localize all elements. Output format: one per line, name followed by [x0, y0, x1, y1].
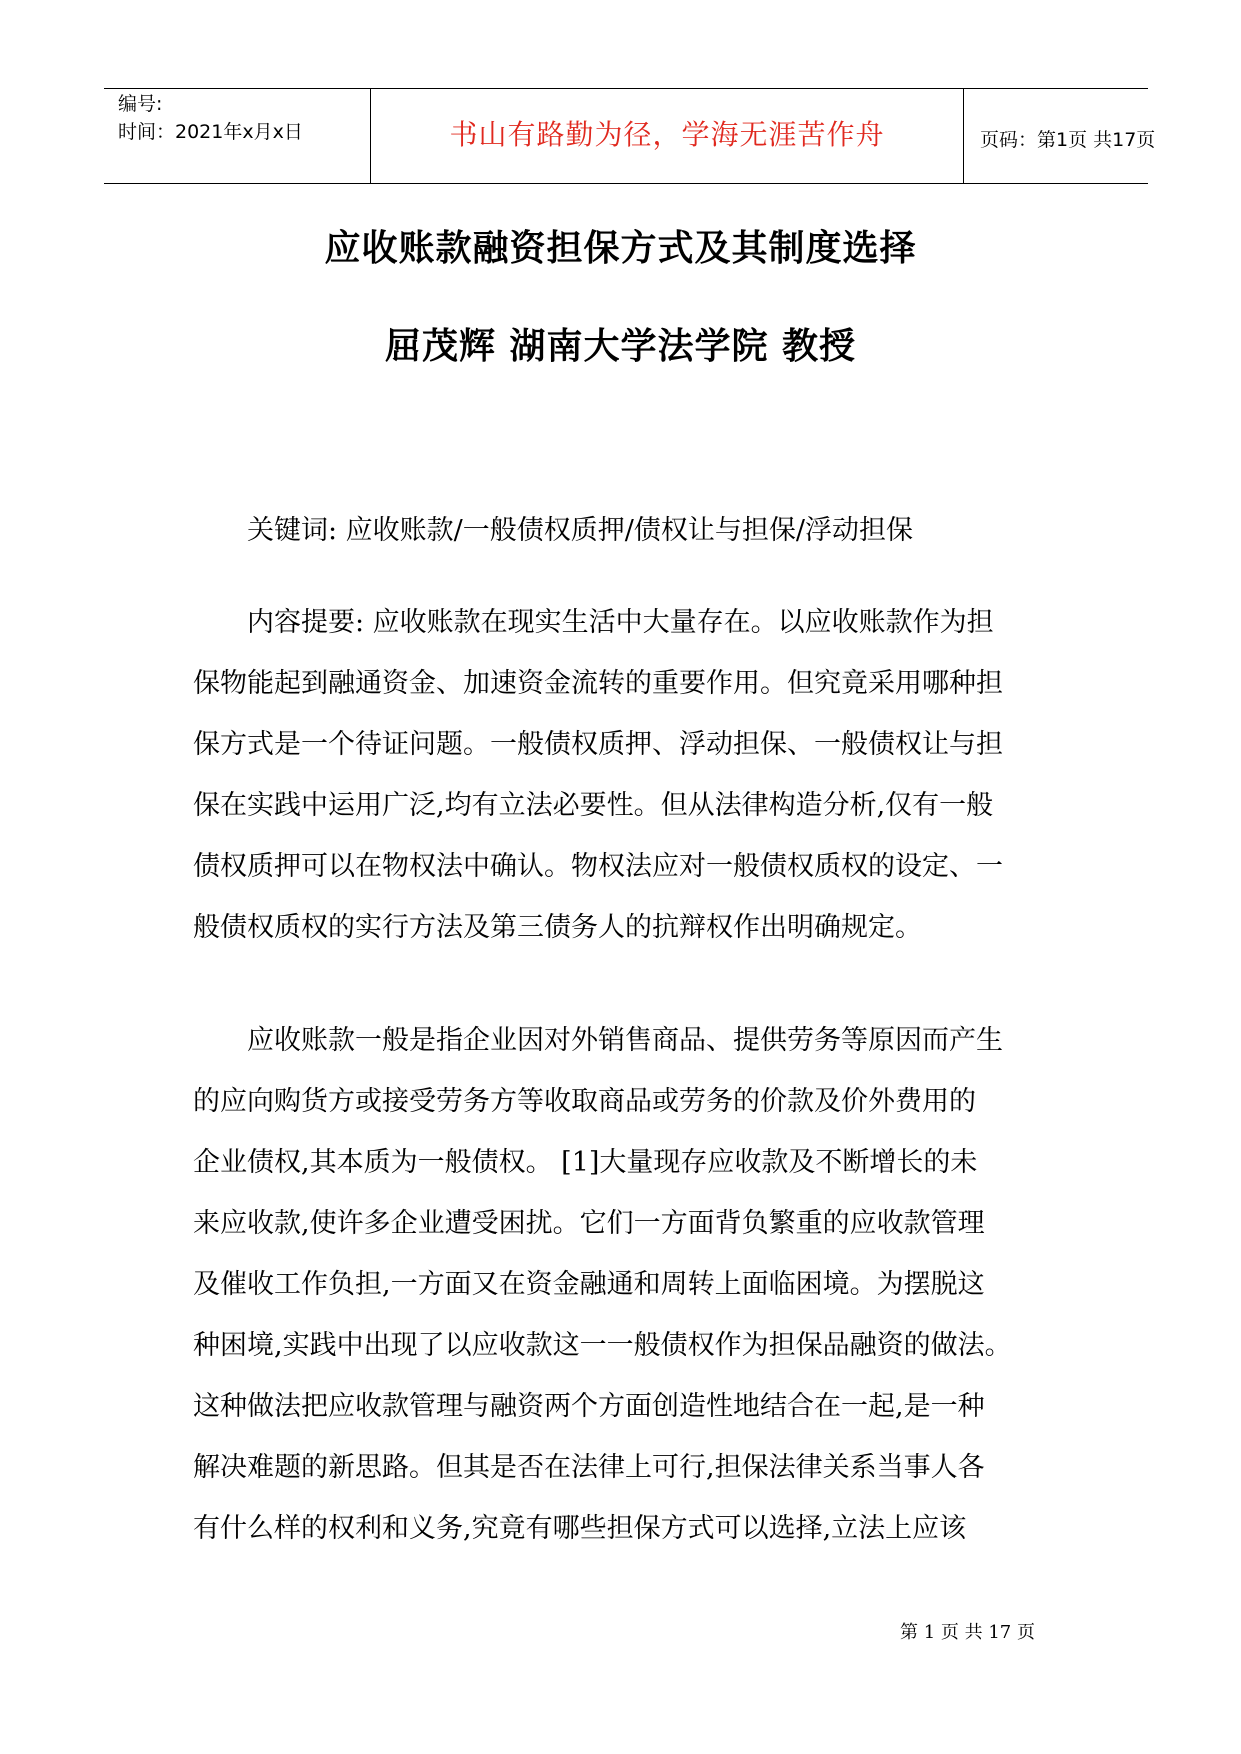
abstract-line: 内容提要: 应收账款在现实生活中大量存在。以应收账款作为担: [193, 607, 994, 638]
keywords-line: 关键词: 应收账款/一般债权质押/债权让与担保/浮动担保: [193, 515, 913, 546]
document-title: 应收账款融资担保方式及其制度选择: [324, 228, 917, 269]
body-line: 应收账款一般是指企业因对外销售商品、提供劳务等原因而产生: [193, 1025, 1003, 1056]
abstract-line: 般债权质权的实行方法及第三债务人的抗辩权作出明确规定。: [193, 912, 922, 943]
body-line: 种困境,实践中出现了以应收款这一一般债权作为担保品融资的做法。: [193, 1330, 1012, 1361]
abstract-line: 保物能起到融通资金、加速资金流转的重要作用。但究竟采用哪种担: [193, 668, 1003, 699]
body-line: 这种做法把应收款管理与融资两个方面创造性地结合在一起,是一种: [193, 1391, 985, 1422]
body-paragraph: [193, 1010, 1073, 1559]
document-time-label: 时间：2021年x月x日: [118, 121, 303, 143]
body-line: 来应收款,使许多企业遭受困扰。它们一方面背负繁重的应收款管理: [193, 1208, 985, 1239]
body-line: 解决难题的新思路。但其是否在法律上可行,担保法律关系当事人各: [193, 1452, 985, 1483]
abstract-line: 保方式是一个待证问题。一般债权质押、浮动担保、一般债权让与担: [193, 729, 1003, 760]
abstract-paragraph: [193, 592, 1073, 958]
page-header: [104, 88, 1156, 184]
motto-text: 书山有路勤为径，学海无涯苦作舟: [449, 118, 885, 151]
body-line: 企业债权,其本质为一般债权。 [1]大量现存应收款及不断增长的未: [193, 1147, 978, 1178]
header-motto-cell: [370, 89, 964, 183]
body-line: 有什么样的权利和义务,究竟有哪些担保方式可以选择,立法上应该: [193, 1513, 967, 1544]
abstract-line: 债权质押可以在物权法中确认。物权法应对一般债权质权的设定、一: [193, 851, 1003, 882]
keywords-paragraph: [193, 500, 1073, 561]
body-line: 及催收工作负担,一方面又在资金融通和周转上面临困境。为摆脱这: [193, 1269, 985, 1300]
body-line: 的应向购货方或接受劳务方等收取商品或劳务的价款及价外费用的: [193, 1086, 976, 1117]
page-footer: 第 1 页 共 17 页: [900, 1622, 1035, 1643]
page-number-label: 页码：第1页 共17页: [980, 129, 1156, 151]
header-info-cell: [104, 89, 368, 183]
header-page-cell: [964, 89, 1156, 183]
author-line: 屈茂辉 湖南大学法学院 教授: [384, 326, 857, 367]
abstract-line: 保在实践中运用广泛,均有立法必要性。但从法律构造分析,仅有一般: [193, 790, 994, 821]
document-number-label: 编号:: [118, 93, 163, 115]
